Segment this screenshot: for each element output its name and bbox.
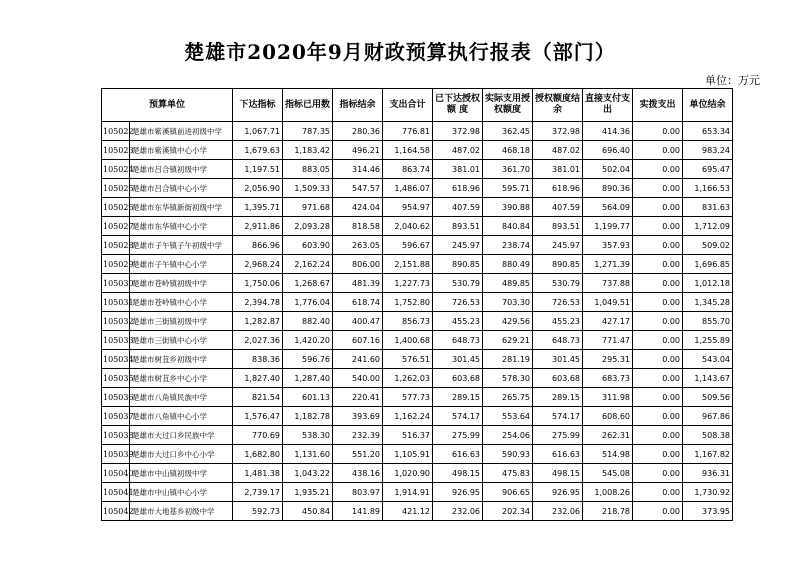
unit-name-cell: 楚雄市紫溪镇前进初级中学 xyxy=(130,122,233,141)
value-cell: 393.69 xyxy=(333,407,383,426)
header-cell: 预算单位 xyxy=(102,89,233,122)
value-cell: 275.99 xyxy=(433,426,483,445)
value-cell: 232.06 xyxy=(433,502,483,521)
table-row xyxy=(102,293,733,312)
value-cell: 0.00 xyxy=(633,483,683,502)
value-cell: 372.98 xyxy=(533,122,583,141)
value-cell: 514.98 xyxy=(583,445,633,464)
value-cell: 540.00 xyxy=(333,369,383,388)
table-row xyxy=(102,122,733,141)
value-cell: 1,182.78 xyxy=(283,407,333,426)
value-cell: 648.73 xyxy=(433,331,483,350)
header-cell: 支出合计 xyxy=(383,89,433,122)
value-cell: 232.06 xyxy=(533,502,583,521)
value-cell: 263.05 xyxy=(333,236,383,255)
value-cell: 0.00 xyxy=(633,350,683,369)
value-cell: 890.85 xyxy=(433,255,483,274)
value-cell: 1,282.87 xyxy=(233,312,283,331)
value-cell: 1,162.24 xyxy=(383,407,433,426)
value-cell: 967.86 xyxy=(683,407,733,426)
value-cell: 357.93 xyxy=(583,236,633,255)
unit-code-cell: 105037 xyxy=(102,407,130,426)
value-cell: 1,730.92 xyxy=(683,483,733,502)
value-cell: 245.97 xyxy=(533,236,583,255)
value-cell: 954.97 xyxy=(383,198,433,217)
value-cell: 726.53 xyxy=(433,293,483,312)
value-cell: 450.84 xyxy=(283,502,333,521)
value-cell: 770.69 xyxy=(233,426,283,445)
value-cell: 0.00 xyxy=(633,274,683,293)
value-cell: 496.21 xyxy=(333,141,383,160)
header-cell: 直接支付支出 xyxy=(583,89,633,122)
unit-name-cell: 楚雄市大过口乡中心小学 xyxy=(130,445,233,464)
unit-name-cell: 楚雄市紫溪镇中心小学 xyxy=(130,141,233,160)
value-cell: 821.54 xyxy=(233,388,283,407)
value-cell: 648.73 xyxy=(533,331,583,350)
value-cell: 574.17 xyxy=(433,407,483,426)
value-cell: 400.47 xyxy=(333,312,383,331)
value-cell: 1,199.77 xyxy=(583,217,633,236)
value-cell: 603.68 xyxy=(533,369,583,388)
value-cell: 595.71 xyxy=(483,179,533,198)
unit-name-cell: 楚雄市东华镇中心小学 xyxy=(130,217,233,236)
value-cell: 414.36 xyxy=(583,122,633,141)
value-cell: 301.45 xyxy=(533,350,583,369)
value-cell: 487.02 xyxy=(433,141,483,160)
value-cell: 202.34 xyxy=(483,502,533,521)
value-cell: 1,420.20 xyxy=(283,331,333,350)
value-cell: 576.51 xyxy=(383,350,433,369)
value-cell: 1,008.26 xyxy=(583,483,633,502)
table-row xyxy=(102,331,733,350)
value-cell: 616.63 xyxy=(533,445,583,464)
value-cell: 629.21 xyxy=(483,331,533,350)
value-cell: 574.17 xyxy=(533,407,583,426)
value-cell: 390.88 xyxy=(483,198,533,217)
unit-code-cell: 105026 xyxy=(102,198,130,217)
value-cell: 0.00 xyxy=(633,331,683,350)
unit-code-cell: 105033 xyxy=(102,331,130,350)
value-cell: 509.02 xyxy=(683,236,733,255)
value-cell: 0.00 xyxy=(633,426,683,445)
table-row xyxy=(102,426,733,445)
value-cell: 2,040.62 xyxy=(383,217,433,236)
value-cell: 601.13 xyxy=(283,388,333,407)
value-cell: 696.40 xyxy=(583,141,633,160)
value-cell: 695.47 xyxy=(683,160,733,179)
value-cell: 1,020.90 xyxy=(383,464,433,483)
value-cell: 427.17 xyxy=(583,312,633,331)
value-cell: 806.00 xyxy=(333,255,383,274)
value-cell: 936.31 xyxy=(683,464,733,483)
value-cell: 603.68 xyxy=(433,369,483,388)
value-cell: 1,914.91 xyxy=(383,483,433,502)
value-cell: 1,696.85 xyxy=(683,255,733,274)
value-cell: 866.96 xyxy=(233,236,283,255)
value-cell: 0.00 xyxy=(633,445,683,464)
value-cell: 856.73 xyxy=(383,312,433,331)
value-cell: 616.63 xyxy=(433,445,483,464)
header-cell: 下达指标 xyxy=(233,89,283,122)
value-cell: 1,682.80 xyxy=(233,445,283,464)
value-cell: 289.15 xyxy=(433,388,483,407)
value-cell: 516.37 xyxy=(383,426,433,445)
unit-code-cell: 105034 xyxy=(102,350,130,369)
value-cell: 1,750.06 xyxy=(233,274,283,293)
value-cell: 726.53 xyxy=(533,293,583,312)
value-cell: 372.98 xyxy=(433,122,483,141)
value-cell: 301.45 xyxy=(433,350,483,369)
value-cell: 0.00 xyxy=(633,141,683,160)
value-cell: 421.12 xyxy=(383,502,433,521)
value-cell: 280.36 xyxy=(333,122,383,141)
table-row xyxy=(102,483,733,502)
value-cell: 592.73 xyxy=(233,502,283,521)
value-cell: 502.04 xyxy=(583,160,633,179)
value-cell: 1,481.38 xyxy=(233,464,283,483)
table-row xyxy=(102,388,733,407)
value-cell: 1,679.63 xyxy=(233,141,283,160)
value-cell: 0.00 xyxy=(633,160,683,179)
table-row xyxy=(102,464,733,483)
value-cell: 0.00 xyxy=(633,122,683,141)
value-cell: 381.01 xyxy=(533,160,583,179)
value-cell: 1,576.47 xyxy=(233,407,283,426)
table-row xyxy=(102,407,733,426)
unit-code-cell: 105042 xyxy=(102,502,130,521)
table-body xyxy=(102,122,733,521)
value-cell: 0.00 xyxy=(633,388,683,407)
value-cell: 0.00 xyxy=(633,293,683,312)
header-cell: 授权额度结余 xyxy=(533,89,583,122)
value-cell: 498.15 xyxy=(533,464,583,483)
unit-name-cell: 楚雄市子午镇中心小学 xyxy=(130,255,233,274)
table-row xyxy=(102,274,733,293)
header-cell: 实际支用授权额度 xyxy=(483,89,533,122)
unit-name-cell: 楚雄市苍岭镇初级中学 xyxy=(130,274,233,293)
value-cell: 618.96 xyxy=(533,179,583,198)
value-cell: 855.70 xyxy=(683,312,733,331)
value-cell: 1,827.40 xyxy=(233,369,283,388)
unit-name-cell: 楚雄市三街镇初级中学 xyxy=(130,312,233,331)
table-row xyxy=(102,369,733,388)
value-cell: 0.00 xyxy=(633,502,683,521)
value-cell: 1,268.67 xyxy=(283,274,333,293)
unit-code-cell: 105029 xyxy=(102,255,130,274)
unit-code-cell: 105032 xyxy=(102,312,130,331)
table-row xyxy=(102,236,733,255)
value-cell: 538.30 xyxy=(283,426,333,445)
value-cell: 2,093.28 xyxy=(283,217,333,236)
value-cell: 245.97 xyxy=(433,236,483,255)
value-cell: 543.04 xyxy=(683,350,733,369)
value-cell: 545.08 xyxy=(583,464,633,483)
unit-code-cell: 105030 xyxy=(102,274,130,293)
value-cell: 1,271.39 xyxy=(583,255,633,274)
unit-code-cell: 105031 xyxy=(102,293,130,312)
value-cell: 362.45 xyxy=(483,122,533,141)
header-cell: 已下达授权 额 度 xyxy=(433,89,483,122)
table-row xyxy=(102,255,733,274)
value-cell: 373.95 xyxy=(683,502,733,521)
unit-name-cell: 楚雄市中山镇初级中学 xyxy=(130,464,233,483)
value-cell: 265.75 xyxy=(483,388,533,407)
value-cell: 429.56 xyxy=(483,312,533,331)
value-cell: 551.20 xyxy=(333,445,383,464)
value-cell: 0.00 xyxy=(633,255,683,274)
value-cell: 1,287.40 xyxy=(283,369,333,388)
value-cell: 1,395.71 xyxy=(233,198,283,217)
value-cell: 603.90 xyxy=(283,236,333,255)
value-cell: 220.41 xyxy=(333,388,383,407)
value-cell: 787.35 xyxy=(283,122,333,141)
value-cell: 1,012.18 xyxy=(683,274,733,293)
value-cell: 487.02 xyxy=(533,141,583,160)
value-cell: 438.16 xyxy=(333,464,383,483)
value-cell: 618.74 xyxy=(333,293,383,312)
value-cell: 1,776.04 xyxy=(283,293,333,312)
value-cell: 683.73 xyxy=(583,369,633,388)
value-cell: 262.31 xyxy=(583,426,633,445)
value-cell: 547.57 xyxy=(333,179,383,198)
value-cell: 607.16 xyxy=(333,331,383,350)
value-cell: 863.74 xyxy=(383,160,433,179)
header-row xyxy=(102,89,733,122)
unit-label: 单位：万元 xyxy=(705,74,760,87)
value-cell: 2,162.24 xyxy=(283,255,333,274)
value-cell: 1,183.42 xyxy=(283,141,333,160)
value-cell: 0.00 xyxy=(633,407,683,426)
value-cell: 2,056.90 xyxy=(233,179,283,198)
table-row xyxy=(102,198,733,217)
value-cell: 1,752.80 xyxy=(383,293,433,312)
value-cell: 893.51 xyxy=(533,217,583,236)
value-cell: 254.06 xyxy=(483,426,533,445)
unit-name-cell: 楚雄市中山镇中心小学 xyxy=(130,483,233,502)
value-cell: 971.68 xyxy=(283,198,333,217)
value-cell: 771.47 xyxy=(583,331,633,350)
unit-code-cell: 105039 xyxy=(102,445,130,464)
value-cell: 883.05 xyxy=(283,160,333,179)
value-cell: 530.79 xyxy=(433,274,483,293)
unit-code-cell: 105038 xyxy=(102,426,130,445)
unit-code-cell: 105035 xyxy=(102,369,130,388)
value-cell: 141.89 xyxy=(333,502,383,521)
value-cell: 1,345.28 xyxy=(683,293,733,312)
unit-code-cell: 105022 xyxy=(102,122,130,141)
value-cell: 311.98 xyxy=(583,388,633,407)
value-cell: 1,166.53 xyxy=(683,179,733,198)
value-cell: 618.96 xyxy=(433,179,483,198)
value-cell: 880.49 xyxy=(483,255,533,274)
value-cell: 509.56 xyxy=(683,388,733,407)
value-cell: 361.70 xyxy=(483,160,533,179)
unit-name-cell: 楚雄市树苴乡初级中学 xyxy=(130,350,233,369)
unit-name-cell: 楚雄市树苴乡中心小学 xyxy=(130,369,233,388)
unit-name-cell: 楚雄市吕合镇中心小学 xyxy=(130,179,233,198)
value-cell: 407.59 xyxy=(433,198,483,217)
value-cell: 577.73 xyxy=(383,388,433,407)
value-cell: 381.01 xyxy=(433,160,483,179)
value-cell: 882.40 xyxy=(283,312,333,331)
value-cell: 893.51 xyxy=(433,217,483,236)
value-cell: 564.09 xyxy=(583,198,633,217)
value-cell: 803.97 xyxy=(333,483,383,502)
value-cell: 926.95 xyxy=(433,483,483,502)
value-cell: 838.36 xyxy=(233,350,283,369)
unit-code-cell: 105040 xyxy=(102,464,130,483)
unit-code-cell: 105041 xyxy=(102,483,130,502)
value-cell: 653.34 xyxy=(683,122,733,141)
unit-code-cell: 105027 xyxy=(102,217,130,236)
unit-code-cell: 105028 xyxy=(102,236,130,255)
unit-code-cell: 105023 xyxy=(102,141,130,160)
value-cell: 1,935.21 xyxy=(283,483,333,502)
table-row xyxy=(102,179,733,198)
table-row xyxy=(102,217,733,236)
table-row xyxy=(102,312,733,331)
value-cell: 906.65 xyxy=(483,483,533,502)
value-cell: 455.23 xyxy=(433,312,483,331)
value-cell: 498.15 xyxy=(433,464,483,483)
value-cell: 314.46 xyxy=(333,160,383,179)
value-cell: 831.63 xyxy=(683,198,733,217)
table-row xyxy=(102,445,733,464)
unit-code-cell: 105036 xyxy=(102,388,130,407)
value-cell: 737.88 xyxy=(583,274,633,293)
value-cell: 1,131.60 xyxy=(283,445,333,464)
value-cell: 776.81 xyxy=(383,122,433,141)
value-cell: 1,255.89 xyxy=(683,331,733,350)
table-row xyxy=(102,160,733,179)
value-cell: 596.76 xyxy=(283,350,333,369)
value-cell: 238.74 xyxy=(483,236,533,255)
value-cell: 553.64 xyxy=(483,407,533,426)
value-cell: 1,509.33 xyxy=(283,179,333,198)
table-row xyxy=(102,141,733,160)
value-cell: 1,105.91 xyxy=(383,445,433,464)
value-cell: 1,164.58 xyxy=(383,141,433,160)
unit-name-cell: 楚雄市子午镇子午初级中学 xyxy=(130,236,233,255)
table-row xyxy=(102,350,733,369)
value-cell: 1,067.71 xyxy=(233,122,283,141)
value-cell: 590.93 xyxy=(483,445,533,464)
value-cell: 295.31 xyxy=(583,350,633,369)
value-cell: 890.85 xyxy=(533,255,583,274)
unit-name-cell: 楚雄市吕合镇初级中学 xyxy=(130,160,233,179)
value-cell: 0.00 xyxy=(633,369,683,388)
value-cell: 489.85 xyxy=(483,274,533,293)
value-cell: 1,486.07 xyxy=(383,179,433,198)
unit-name-cell: 楚雄市东华镇新街初级中学 xyxy=(130,198,233,217)
value-cell: 281.19 xyxy=(483,350,533,369)
value-cell: 475.83 xyxy=(483,464,533,483)
value-cell: 1,227.73 xyxy=(383,274,433,293)
unit-name-cell: 楚雄市大地基乡初级中学 xyxy=(130,502,233,521)
value-cell: 0.00 xyxy=(633,312,683,331)
value-cell: 2,151.88 xyxy=(383,255,433,274)
value-cell: 0.00 xyxy=(633,236,683,255)
value-cell: 530.79 xyxy=(533,274,583,293)
value-cell: 2,027.36 xyxy=(233,331,283,350)
value-cell: 2,968.24 xyxy=(233,255,283,274)
value-cell: 2,911.86 xyxy=(233,217,283,236)
value-cell: 1,712.09 xyxy=(683,217,733,236)
value-cell: 890.36 xyxy=(583,179,633,198)
value-cell: 0.00 xyxy=(633,464,683,483)
value-cell: 0.00 xyxy=(633,179,683,198)
value-cell: 481.39 xyxy=(333,274,383,293)
value-cell: 2,394.78 xyxy=(233,293,283,312)
unit-name-cell: 楚雄市三街镇中心小学 xyxy=(130,331,233,350)
table-row xyxy=(102,502,733,521)
header-cell: 单位结余 xyxy=(683,89,733,122)
page-title: 楚雄市2020年9月财政预算执行报表（部门） xyxy=(184,40,616,64)
value-cell: 1,043.22 xyxy=(283,464,333,483)
value-cell: 289.15 xyxy=(533,388,583,407)
unit-name-cell: 楚雄市八角镇中心小学 xyxy=(130,407,233,426)
unit-name-cell: 楚雄市苍岭镇中心小学 xyxy=(130,293,233,312)
value-cell: 608.60 xyxy=(583,407,633,426)
header-cell: 指标结余 xyxy=(333,89,383,122)
unit-name-cell: 楚雄市大过口乡民族中学 xyxy=(130,426,233,445)
value-cell: 232.39 xyxy=(333,426,383,445)
value-cell: 455.23 xyxy=(533,312,583,331)
unit-code-cell: 105024 xyxy=(102,160,130,179)
header-cell: 指标已用数 xyxy=(283,89,333,122)
header-cell: 实拨支出 xyxy=(633,89,683,122)
value-cell: 983.24 xyxy=(683,141,733,160)
value-cell: 926.95 xyxy=(533,483,583,502)
value-cell: 1,262.03 xyxy=(383,369,433,388)
value-cell: 275.99 xyxy=(533,426,583,445)
value-cell: 840.84 xyxy=(483,217,533,236)
value-cell: 703.30 xyxy=(483,293,533,312)
value-cell: 468.18 xyxy=(483,141,533,160)
value-cell: 578.30 xyxy=(483,369,533,388)
value-cell: 218.78 xyxy=(583,502,633,521)
value-cell: 407.59 xyxy=(533,198,583,217)
value-cell: 1,400.68 xyxy=(383,331,433,350)
value-cell: 1,143.67 xyxy=(683,369,733,388)
value-cell: 596.67 xyxy=(383,236,433,255)
unit-name-cell: 楚雄市八角镇民族中学 xyxy=(130,388,233,407)
value-cell: 818.58 xyxy=(333,217,383,236)
unit-code-cell: 105025 xyxy=(102,179,130,198)
budget-table xyxy=(101,88,733,521)
value-cell: 508.38 xyxy=(683,426,733,445)
value-cell: 0.00 xyxy=(633,198,683,217)
value-cell: 2,739.17 xyxy=(233,483,283,502)
value-cell: 1,197.51 xyxy=(233,160,283,179)
value-cell: 241.60 xyxy=(333,350,383,369)
value-cell: 1,049.51 xyxy=(583,293,633,312)
value-cell: 1,167.82 xyxy=(683,445,733,464)
value-cell: 424.04 xyxy=(333,198,383,217)
value-cell: 0.00 xyxy=(633,217,683,236)
